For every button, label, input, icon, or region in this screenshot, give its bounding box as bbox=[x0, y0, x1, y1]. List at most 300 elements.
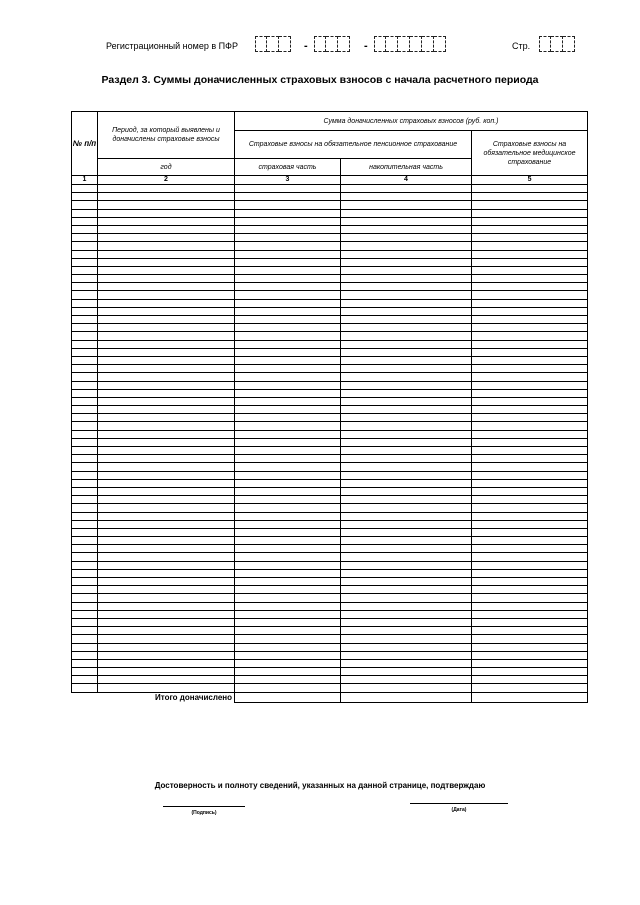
digit-box[interactable] bbox=[338, 36, 350, 52]
cell-funded-part[interactable] bbox=[341, 332, 472, 340]
cell-row-number[interactable] bbox=[72, 676, 98, 684]
digit-box[interactable] bbox=[551, 36, 563, 52]
cell-year[interactable] bbox=[98, 414, 235, 422]
cell-funded-part[interactable] bbox=[341, 447, 472, 455]
cell-medical[interactable] bbox=[472, 618, 588, 626]
cell-row-number[interactable] bbox=[72, 209, 98, 217]
cell-year[interactable] bbox=[98, 504, 235, 512]
cell-year[interactable] bbox=[98, 668, 235, 676]
cell-medical[interactable] bbox=[472, 635, 588, 643]
cell-funded-part[interactable] bbox=[341, 234, 472, 242]
cell-insurance-part[interactable] bbox=[235, 659, 341, 667]
cell-medical[interactable] bbox=[472, 512, 588, 520]
signature-line[interactable] bbox=[163, 806, 245, 807]
digit-box[interactable] bbox=[279, 36, 291, 52]
cell-year[interactable] bbox=[98, 193, 235, 201]
reg-number-part-1[interactable] bbox=[255, 36, 291, 54]
cell-row-number[interactable] bbox=[72, 479, 98, 487]
cell-insurance-part[interactable] bbox=[235, 283, 341, 291]
cell-insurance-part[interactable] bbox=[235, 275, 341, 283]
cell-funded-part[interactable] bbox=[341, 340, 472, 348]
cell-medical[interactable] bbox=[472, 365, 588, 373]
cell-year[interactable] bbox=[98, 406, 235, 414]
cell-insurance-part[interactable] bbox=[235, 291, 341, 299]
cell-funded-part[interactable] bbox=[341, 275, 472, 283]
cell-funded-part[interactable] bbox=[341, 299, 472, 307]
cell-medical[interactable] bbox=[472, 668, 588, 676]
digit-box[interactable] bbox=[314, 36, 326, 52]
digit-box[interactable] bbox=[374, 36, 386, 52]
cell-medical[interactable] bbox=[472, 537, 588, 545]
cell-insurance-part[interactable] bbox=[235, 668, 341, 676]
cell-year[interactable] bbox=[98, 676, 235, 684]
cell-row-number[interactable] bbox=[72, 291, 98, 299]
cell-insurance-part[interactable] bbox=[235, 217, 341, 225]
cell-row-number[interactable] bbox=[72, 610, 98, 618]
cell-row-number[interactable] bbox=[72, 668, 98, 676]
reg-number-part-2[interactable] bbox=[314, 36, 350, 54]
cell-medical[interactable] bbox=[472, 414, 588, 422]
cell-row-number[interactable] bbox=[72, 561, 98, 569]
cell-funded-part[interactable] bbox=[341, 479, 472, 487]
cell-year[interactable] bbox=[98, 594, 235, 602]
cell-year[interactable] bbox=[98, 234, 235, 242]
cell-row-number[interactable] bbox=[72, 602, 98, 610]
cell-insurance-part[interactable] bbox=[235, 406, 341, 414]
cell-insurance-part[interactable] bbox=[235, 373, 341, 381]
cell-insurance-part[interactable] bbox=[235, 610, 341, 618]
cell-insurance-part[interactable] bbox=[235, 250, 341, 258]
cell-medical[interactable] bbox=[472, 504, 588, 512]
cell-row-number[interactable] bbox=[72, 307, 98, 315]
cell-funded-part[interactable] bbox=[341, 316, 472, 324]
cell-medical[interactable] bbox=[472, 283, 588, 291]
digit-box[interactable] bbox=[539, 36, 551, 52]
cell-insurance-part[interactable] bbox=[235, 422, 341, 430]
cell-medical[interactable] bbox=[472, 643, 588, 651]
cell-funded-part[interactable] bbox=[341, 430, 472, 438]
cell-row-number[interactable] bbox=[72, 618, 98, 626]
cell-row-number[interactable] bbox=[72, 569, 98, 577]
cell-medical[interactable] bbox=[472, 316, 588, 324]
cell-medical[interactable] bbox=[472, 430, 588, 438]
cell-medical[interactable] bbox=[472, 447, 588, 455]
cell-medical[interactable] bbox=[472, 250, 588, 258]
digit-box[interactable] bbox=[326, 36, 338, 52]
cell-year[interactable] bbox=[98, 438, 235, 446]
cell-insurance-part[interactable] bbox=[235, 389, 341, 397]
digit-box[interactable] bbox=[386, 36, 398, 52]
cell-row-number[interactable] bbox=[72, 258, 98, 266]
cell-row-number[interactable] bbox=[72, 463, 98, 471]
cell-row-number[interactable] bbox=[72, 332, 98, 340]
cell-year[interactable] bbox=[98, 348, 235, 356]
cell-funded-part[interactable] bbox=[341, 561, 472, 569]
cell-funded-part[interactable] bbox=[341, 553, 472, 561]
cell-medical[interactable] bbox=[472, 299, 588, 307]
cell-insurance-part[interactable] bbox=[235, 381, 341, 389]
cell-insurance-part[interactable] bbox=[235, 586, 341, 594]
cell-funded-part[interactable] bbox=[341, 406, 472, 414]
cell-year[interactable] bbox=[98, 389, 235, 397]
cell-year[interactable] bbox=[98, 316, 235, 324]
cell-funded-part[interactable] bbox=[341, 487, 472, 495]
cell-year[interactable] bbox=[98, 528, 235, 536]
cell-medical[interactable] bbox=[472, 406, 588, 414]
cell-medical[interactable] bbox=[472, 684, 588, 692]
cell-medical[interactable] bbox=[472, 471, 588, 479]
cell-funded-part[interactable] bbox=[341, 381, 472, 389]
cell-funded-part[interactable] bbox=[341, 201, 472, 209]
cell-medical[interactable] bbox=[472, 242, 588, 250]
cell-row-number[interactable] bbox=[72, 487, 98, 495]
cell-row-number[interactable] bbox=[72, 586, 98, 594]
cell-insurance-part[interactable] bbox=[235, 324, 341, 332]
cell-medical[interactable] bbox=[472, 397, 588, 405]
cell-insurance-part[interactable] bbox=[235, 528, 341, 536]
cell-year[interactable] bbox=[98, 610, 235, 618]
cell-year[interactable] bbox=[98, 340, 235, 348]
cell-medical[interactable] bbox=[472, 332, 588, 340]
cell-year[interactable] bbox=[98, 365, 235, 373]
cell-row-number[interactable] bbox=[72, 225, 98, 233]
cell-row-number[interactable] bbox=[72, 447, 98, 455]
cell-funded-part[interactable] bbox=[341, 291, 472, 299]
cell-insurance-part[interactable] bbox=[235, 447, 341, 455]
cell-year[interactable] bbox=[98, 602, 235, 610]
cell-row-number[interactable] bbox=[72, 406, 98, 414]
cell-medical[interactable] bbox=[472, 586, 588, 594]
cell-medical[interactable] bbox=[472, 266, 588, 274]
cell-medical[interactable] bbox=[472, 185, 588, 193]
cell-funded-part[interactable] bbox=[341, 307, 472, 315]
cell-year[interactable] bbox=[98, 217, 235, 225]
cell-insurance-part[interactable] bbox=[235, 414, 341, 422]
cell-row-number[interactable] bbox=[72, 234, 98, 242]
cell-year[interactable] bbox=[98, 447, 235, 455]
cell-medical[interactable] bbox=[472, 496, 588, 504]
cell-year[interactable] bbox=[98, 307, 235, 315]
cell-funded-part[interactable] bbox=[341, 283, 472, 291]
cell-row-number[interactable] bbox=[72, 471, 98, 479]
cell-funded-part[interactable] bbox=[341, 545, 472, 553]
cell-row-number[interactable] bbox=[72, 242, 98, 250]
cell-funded-part[interactable] bbox=[341, 643, 472, 651]
cell-funded-part[interactable] bbox=[341, 528, 472, 536]
cell-row-number[interactable] bbox=[72, 414, 98, 422]
cell-row-number[interactable] bbox=[72, 356, 98, 364]
cell-row-number[interactable] bbox=[72, 316, 98, 324]
cell-insurance-part[interactable] bbox=[235, 487, 341, 495]
cell-medical[interactable] bbox=[472, 348, 588, 356]
cell-medical[interactable] bbox=[472, 307, 588, 315]
cell-row-number[interactable] bbox=[72, 528, 98, 536]
cell-insurance-part[interactable] bbox=[235, 578, 341, 586]
cell-year[interactable] bbox=[98, 373, 235, 381]
cell-funded-part[interactable] bbox=[341, 668, 472, 676]
reg-number-part-3[interactable] bbox=[374, 36, 446, 54]
digit-box[interactable] bbox=[434, 36, 446, 52]
cell-year[interactable] bbox=[98, 651, 235, 659]
cell-funded-part[interactable] bbox=[341, 627, 472, 635]
cell-year[interactable] bbox=[98, 627, 235, 635]
cell-row-number[interactable] bbox=[72, 504, 98, 512]
cell-row-number[interactable] bbox=[72, 512, 98, 520]
cell-year[interactable] bbox=[98, 275, 235, 283]
cell-insurance-part[interactable] bbox=[235, 365, 341, 373]
cell-year[interactable] bbox=[98, 258, 235, 266]
cell-year[interactable] bbox=[98, 242, 235, 250]
cell-medical[interactable] bbox=[472, 594, 588, 602]
cell-medical[interactable] bbox=[472, 389, 588, 397]
cell-insurance-part[interactable] bbox=[235, 602, 341, 610]
cell-row-number[interactable] bbox=[72, 651, 98, 659]
cell-insurance-part[interactable] bbox=[235, 266, 341, 274]
cell-row-number[interactable] bbox=[72, 250, 98, 258]
cell-row-number[interactable] bbox=[72, 545, 98, 553]
cell-year[interactable] bbox=[98, 397, 235, 405]
cell-row-number[interactable] bbox=[72, 266, 98, 274]
cell-insurance-part[interactable] bbox=[235, 430, 341, 438]
cell-insurance-part[interactable] bbox=[235, 627, 341, 635]
cell-funded-part[interactable] bbox=[341, 356, 472, 364]
digit-box[interactable] bbox=[422, 36, 434, 52]
cell-funded-part[interactable] bbox=[341, 537, 472, 545]
cell-row-number[interactable] bbox=[72, 684, 98, 692]
cell-medical[interactable] bbox=[472, 528, 588, 536]
cell-insurance-part[interactable] bbox=[235, 684, 341, 692]
cell-row-number[interactable] bbox=[72, 397, 98, 405]
cell-insurance-part[interactable] bbox=[235, 504, 341, 512]
cell-funded-part[interactable] bbox=[341, 496, 472, 504]
cell-medical[interactable] bbox=[472, 324, 588, 332]
cell-medical[interactable] bbox=[472, 463, 588, 471]
cell-row-number[interactable] bbox=[72, 455, 98, 463]
cell-year[interactable] bbox=[98, 635, 235, 643]
cell-medical[interactable] bbox=[472, 422, 588, 430]
cell-row-number[interactable] bbox=[72, 340, 98, 348]
cell-insurance-part[interactable] bbox=[235, 520, 341, 528]
cell-row-number[interactable] bbox=[72, 520, 98, 528]
cell-funded-part[interactable] bbox=[341, 209, 472, 217]
cell-year[interactable] bbox=[98, 684, 235, 692]
cell-insurance-part[interactable] bbox=[235, 438, 341, 446]
cell-year[interactable] bbox=[98, 381, 235, 389]
cell-funded-part[interactable] bbox=[341, 610, 472, 618]
cell-funded-part[interactable] bbox=[341, 602, 472, 610]
cell-row-number[interactable] bbox=[72, 389, 98, 397]
cell-insurance-part[interactable] bbox=[235, 193, 341, 201]
cell-medical[interactable] bbox=[472, 602, 588, 610]
cell-insurance-part[interactable] bbox=[235, 397, 341, 405]
cell-medical[interactable] bbox=[472, 545, 588, 553]
cell-insurance-part[interactable] bbox=[235, 307, 341, 315]
cell-year[interactable] bbox=[98, 422, 235, 430]
cell-funded-part[interactable] bbox=[341, 217, 472, 225]
cell-year[interactable] bbox=[98, 553, 235, 561]
total-insurance-part[interactable] bbox=[235, 692, 341, 702]
cell-medical[interactable] bbox=[472, 553, 588, 561]
cell-row-number[interactable] bbox=[72, 283, 98, 291]
cell-row-number[interactable] bbox=[72, 438, 98, 446]
cell-funded-part[interactable] bbox=[341, 324, 472, 332]
cell-medical[interactable] bbox=[472, 340, 588, 348]
cell-medical[interactable] bbox=[472, 578, 588, 586]
cell-funded-part[interactable] bbox=[341, 250, 472, 258]
cell-medical[interactable] bbox=[472, 356, 588, 364]
cell-year[interactable] bbox=[98, 283, 235, 291]
cell-funded-part[interactable] bbox=[341, 373, 472, 381]
cell-year[interactable] bbox=[98, 578, 235, 586]
cell-medical[interactable] bbox=[472, 381, 588, 389]
cell-row-number[interactable] bbox=[72, 643, 98, 651]
cell-medical[interactable] bbox=[472, 193, 588, 201]
cell-insurance-part[interactable] bbox=[235, 455, 341, 463]
cell-row-number[interactable] bbox=[72, 185, 98, 193]
cell-year[interactable] bbox=[98, 250, 235, 258]
cell-year[interactable] bbox=[98, 463, 235, 471]
cell-insurance-part[interactable] bbox=[235, 676, 341, 684]
cell-insurance-part[interactable] bbox=[235, 340, 341, 348]
cell-medical[interactable] bbox=[472, 258, 588, 266]
date-line[interactable] bbox=[410, 803, 508, 804]
cell-row-number[interactable] bbox=[72, 324, 98, 332]
cell-insurance-part[interactable] bbox=[235, 479, 341, 487]
cell-row-number[interactable] bbox=[72, 381, 98, 389]
cell-medical[interactable] bbox=[472, 487, 588, 495]
cell-row-number[interactable] bbox=[72, 594, 98, 602]
cell-year[interactable] bbox=[98, 266, 235, 274]
cell-funded-part[interactable] bbox=[341, 193, 472, 201]
cell-medical[interactable] bbox=[472, 520, 588, 528]
cell-year[interactable] bbox=[98, 479, 235, 487]
cell-funded-part[interactable] bbox=[341, 676, 472, 684]
cell-funded-part[interactable] bbox=[341, 684, 472, 692]
cell-funded-part[interactable] bbox=[341, 225, 472, 233]
cell-funded-part[interactable] bbox=[341, 365, 472, 373]
cell-insurance-part[interactable] bbox=[235, 463, 341, 471]
cell-insurance-part[interactable] bbox=[235, 512, 341, 520]
cell-insurance-part[interactable] bbox=[235, 545, 341, 553]
cell-funded-part[interactable] bbox=[341, 348, 472, 356]
cell-funded-part[interactable] bbox=[341, 266, 472, 274]
cell-funded-part[interactable] bbox=[341, 389, 472, 397]
cell-year[interactable] bbox=[98, 487, 235, 495]
cell-funded-part[interactable] bbox=[341, 414, 472, 422]
cell-row-number[interactable] bbox=[72, 430, 98, 438]
cell-year[interactable] bbox=[98, 545, 235, 553]
cell-year[interactable] bbox=[98, 185, 235, 193]
cell-medical[interactable] bbox=[472, 234, 588, 242]
cell-insurance-part[interactable] bbox=[235, 643, 341, 651]
cell-year[interactable] bbox=[98, 430, 235, 438]
digit-box[interactable] bbox=[255, 36, 267, 52]
cell-year[interactable] bbox=[98, 561, 235, 569]
cell-row-number[interactable] bbox=[72, 299, 98, 307]
cell-year[interactable] bbox=[98, 356, 235, 364]
cell-medical[interactable] bbox=[472, 676, 588, 684]
cell-funded-part[interactable] bbox=[341, 578, 472, 586]
cell-insurance-part[interactable] bbox=[235, 332, 341, 340]
cell-funded-part[interactable] bbox=[341, 504, 472, 512]
cell-row-number[interactable] bbox=[72, 553, 98, 561]
cell-medical[interactable] bbox=[472, 209, 588, 217]
cell-funded-part[interactable] bbox=[341, 569, 472, 577]
cell-funded-part[interactable] bbox=[341, 635, 472, 643]
cell-row-number[interactable] bbox=[72, 659, 98, 667]
cell-insurance-part[interactable] bbox=[235, 471, 341, 479]
cell-medical[interactable] bbox=[472, 201, 588, 209]
cell-year[interactable] bbox=[98, 324, 235, 332]
cell-insurance-part[interactable] bbox=[235, 356, 341, 364]
cell-insurance-part[interactable] bbox=[235, 537, 341, 545]
cell-medical[interactable] bbox=[472, 217, 588, 225]
cell-year[interactable] bbox=[98, 618, 235, 626]
cell-medical[interactable] bbox=[472, 275, 588, 283]
cell-medical[interactable] bbox=[472, 569, 588, 577]
cell-year[interactable] bbox=[98, 643, 235, 651]
cell-insurance-part[interactable] bbox=[235, 185, 341, 193]
cell-row-number[interactable] bbox=[72, 422, 98, 430]
cell-medical[interactable] bbox=[472, 479, 588, 487]
cell-funded-part[interactable] bbox=[341, 463, 472, 471]
cell-year[interactable] bbox=[98, 291, 235, 299]
cell-funded-part[interactable] bbox=[341, 397, 472, 405]
cell-insurance-part[interactable] bbox=[235, 594, 341, 602]
cell-insurance-part[interactable] bbox=[235, 258, 341, 266]
cell-row-number[interactable] bbox=[72, 201, 98, 209]
cell-insurance-part[interactable] bbox=[235, 561, 341, 569]
cell-funded-part[interactable] bbox=[341, 471, 472, 479]
cell-insurance-part[interactable] bbox=[235, 242, 341, 250]
cell-year[interactable] bbox=[98, 225, 235, 233]
cell-year[interactable] bbox=[98, 471, 235, 479]
cell-funded-part[interactable] bbox=[341, 438, 472, 446]
cell-funded-part[interactable] bbox=[341, 185, 472, 193]
cell-insurance-part[interactable] bbox=[235, 234, 341, 242]
digit-box[interactable] bbox=[398, 36, 410, 52]
cell-row-number[interactable] bbox=[72, 365, 98, 373]
cell-year[interactable] bbox=[98, 512, 235, 520]
cell-year[interactable] bbox=[98, 332, 235, 340]
cell-year[interactable] bbox=[98, 520, 235, 528]
cell-medical[interactable] bbox=[472, 438, 588, 446]
cell-row-number[interactable] bbox=[72, 537, 98, 545]
cell-funded-part[interactable] bbox=[341, 651, 472, 659]
cell-funded-part[interactable] bbox=[341, 242, 472, 250]
cell-year[interactable] bbox=[98, 496, 235, 504]
digit-box[interactable] bbox=[410, 36, 422, 52]
cell-row-number[interactable] bbox=[72, 217, 98, 225]
cell-medical[interactable] bbox=[472, 225, 588, 233]
cell-row-number[interactable] bbox=[72, 348, 98, 356]
cell-medical[interactable] bbox=[472, 627, 588, 635]
cell-funded-part[interactable] bbox=[341, 258, 472, 266]
cell-funded-part[interactable] bbox=[341, 422, 472, 430]
cell-medical[interactable] bbox=[472, 373, 588, 381]
cell-row-number[interactable] bbox=[72, 373, 98, 381]
cell-medical[interactable] bbox=[472, 651, 588, 659]
cell-insurance-part[interactable] bbox=[235, 651, 341, 659]
cell-row-number[interactable] bbox=[72, 193, 98, 201]
total-medical[interactable] bbox=[472, 692, 588, 702]
cell-funded-part[interactable] bbox=[341, 512, 472, 520]
cell-medical[interactable] bbox=[472, 659, 588, 667]
cell-row-number[interactable] bbox=[72, 496, 98, 504]
cell-funded-part[interactable] bbox=[341, 520, 472, 528]
total-funded-part[interactable] bbox=[341, 692, 472, 702]
digit-box[interactable] bbox=[267, 36, 279, 52]
